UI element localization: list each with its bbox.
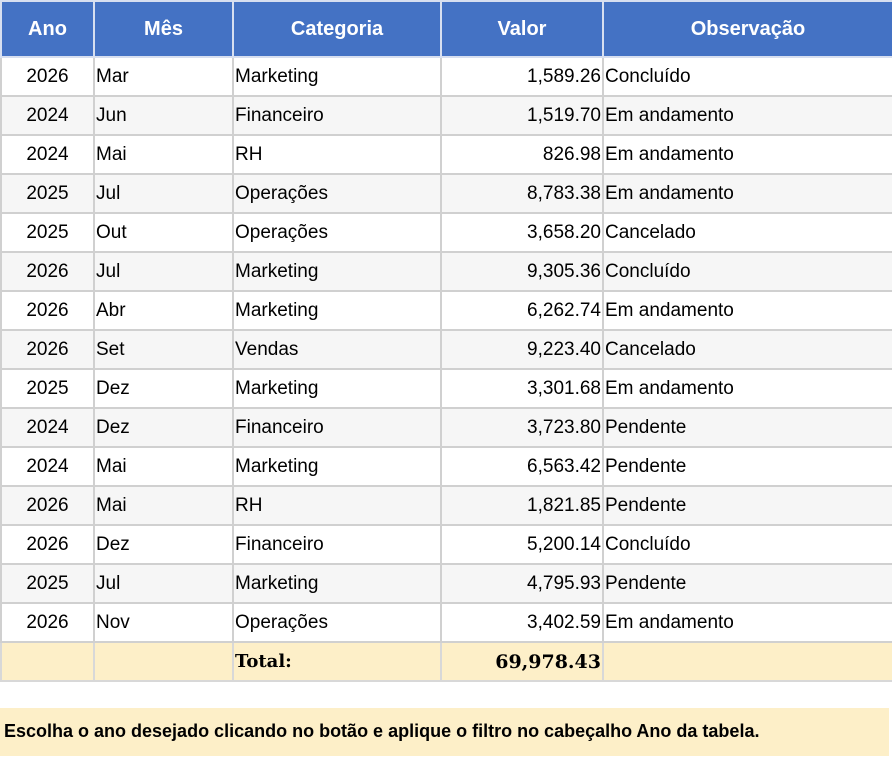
cell-ano[interactable]: 2026 bbox=[1, 525, 94, 564]
cell-mes[interactable]: Dez bbox=[94, 525, 233, 564]
instruction-note: Escolha o ano desejado clicando no botão e aplique o filtro no cabeçalho Ano da tabela. bbox=[0, 708, 889, 756]
cell-mes[interactable]: Mai bbox=[94, 447, 233, 486]
header-observacao[interactable]: Observação bbox=[603, 1, 892, 57]
cell-ano[interactable]: 2025 bbox=[1, 564, 94, 603]
cell-ano[interactable]: 2024 bbox=[1, 408, 94, 447]
cell-observacao[interactable]: Em andamento bbox=[603, 291, 892, 330]
table-row bbox=[1, 369, 892, 408]
cell-ano[interactable]: 2025 bbox=[1, 213, 94, 252]
cell-categoria[interactable]: RH bbox=[233, 486, 441, 525]
cell-categoria[interactable]: Vendas bbox=[233, 330, 441, 369]
cell-categoria[interactable]: Operações bbox=[233, 603, 441, 642]
table-row bbox=[1, 252, 892, 291]
total-value[interactable]: 69,978.43 bbox=[441, 642, 603, 681]
cell-mes[interactable]: Mar bbox=[94, 57, 233, 96]
cell-categoria[interactable]: Marketing bbox=[233, 291, 441, 330]
header-ano[interactable]: Ano bbox=[1, 1, 94, 57]
cell-categoria[interactable]: Financeiro bbox=[233, 408, 441, 447]
cell-ano[interactable]: 2024 bbox=[1, 447, 94, 486]
cell-categoria[interactable]: Marketing bbox=[233, 447, 441, 486]
cell-observacao[interactable]: Pendente bbox=[603, 564, 892, 603]
cell-valor[interactable]: 5,200.14 bbox=[441, 525, 603, 564]
cell-ano[interactable]: 2026 bbox=[1, 57, 94, 96]
cell-categoria[interactable]: Financeiro bbox=[233, 96, 441, 135]
cell-mes[interactable]: Out bbox=[94, 213, 233, 252]
cell-mes[interactable]: Jul bbox=[94, 174, 233, 213]
cell-categoria[interactable]: Marketing bbox=[233, 369, 441, 408]
cell-valor[interactable]: 3,301.68 bbox=[441, 369, 603, 408]
cell-valor[interactable]: 826.98 bbox=[441, 135, 603, 174]
cell-observacao[interactable]: Em andamento bbox=[603, 96, 892, 135]
cell-ano[interactable]: 2026 bbox=[1, 603, 94, 642]
table-row bbox=[1, 447, 892, 486]
cell-mes[interactable]: Jul bbox=[94, 252, 233, 291]
cell-mes[interactable]: Nov bbox=[94, 603, 233, 642]
total-label[interactable]: Total: bbox=[233, 642, 441, 681]
cell-ano[interactable]: 2026 bbox=[1, 330, 94, 369]
table-row bbox=[1, 564, 892, 603]
table-row bbox=[1, 486, 892, 525]
cell-observacao[interactable]: Pendente bbox=[603, 447, 892, 486]
cell-categoria[interactable]: Marketing bbox=[233, 57, 441, 96]
cell-ano[interactable]: 2024 bbox=[1, 135, 94, 174]
cell-mes[interactable]: Abr bbox=[94, 291, 233, 330]
header-row bbox=[1, 1, 892, 57]
cell-valor[interactable]: 3,723.80 bbox=[441, 408, 603, 447]
table-body bbox=[1, 57, 892, 642]
cell-valor[interactable]: 3,402.59 bbox=[441, 603, 603, 642]
table-row bbox=[1, 291, 892, 330]
cell-mes[interactable]: Mai bbox=[94, 486, 233, 525]
table-row bbox=[1, 525, 892, 564]
cell-valor[interactable]: 9,305.36 bbox=[441, 252, 603, 291]
cell-observacao[interactable]: Concluído bbox=[603, 57, 892, 96]
cell-categoria[interactable]: Operações bbox=[233, 213, 441, 252]
total-cell-obs[interactable] bbox=[603, 642, 892, 681]
cell-categoria[interactable]: RH bbox=[233, 135, 441, 174]
cell-valor[interactable]: 1,589.26 bbox=[441, 57, 603, 96]
cell-observacao[interactable]: Concluído bbox=[603, 252, 892, 291]
cell-ano[interactable]: 2026 bbox=[1, 486, 94, 525]
cell-mes[interactable]: Mai bbox=[94, 135, 233, 174]
cell-valor[interactable]: 9,223.40 bbox=[441, 330, 603, 369]
total-cell-ano[interactable] bbox=[1, 642, 94, 681]
table-row bbox=[1, 408, 892, 447]
cell-ano[interactable]: 2024 bbox=[1, 96, 94, 135]
table-row bbox=[1, 96, 892, 135]
cell-observacao[interactable]: Em andamento bbox=[603, 135, 892, 174]
cell-observacao[interactable]: Em andamento bbox=[603, 174, 892, 213]
cell-valor[interactable]: 6,262.74 bbox=[441, 291, 603, 330]
cell-categoria[interactable]: Marketing bbox=[233, 564, 441, 603]
header-categoria[interactable]: Categoria bbox=[233, 1, 441, 57]
cell-valor[interactable]: 3,658.20 bbox=[441, 213, 603, 252]
cell-categoria[interactable]: Operações bbox=[233, 174, 441, 213]
table-row bbox=[1, 213, 892, 252]
total-cell-mes[interactable] bbox=[94, 642, 233, 681]
cell-ano[interactable]: 2026 bbox=[1, 252, 94, 291]
cell-mes[interactable]: Set bbox=[94, 330, 233, 369]
cell-valor[interactable]: 4,795.93 bbox=[441, 564, 603, 603]
cell-ano[interactable]: 2025 bbox=[1, 174, 94, 213]
table-row bbox=[1, 330, 892, 369]
table-row bbox=[1, 57, 892, 96]
cell-valor[interactable]: 8,783.38 bbox=[441, 174, 603, 213]
cell-valor[interactable]: 6,563.42 bbox=[441, 447, 603, 486]
cell-observacao[interactable]: Pendente bbox=[603, 408, 892, 447]
header-mes[interactable]: Mês bbox=[94, 1, 233, 57]
header-valor[interactable]: Valor bbox=[441, 1, 603, 57]
cell-observacao[interactable]: Pendente bbox=[603, 486, 892, 525]
table-row bbox=[1, 174, 892, 213]
total-row bbox=[1, 642, 892, 681]
cell-categoria[interactable]: Marketing bbox=[233, 252, 441, 291]
cell-observacao[interactable]: Concluído bbox=[603, 525, 892, 564]
cell-valor[interactable]: 1,821.85 bbox=[441, 486, 603, 525]
cell-observacao[interactable]: Em andamento bbox=[603, 369, 892, 408]
cell-ano[interactable]: 2026 bbox=[1, 291, 94, 330]
cell-mes[interactable]: Dez bbox=[94, 369, 233, 408]
cell-mes[interactable]: Jul bbox=[94, 564, 233, 603]
cell-observacao[interactable]: Cancelado bbox=[603, 330, 892, 369]
table-row bbox=[1, 603, 892, 642]
cell-observacao[interactable]: Cancelado bbox=[603, 213, 892, 252]
cell-ano[interactable]: 2025 bbox=[1, 369, 94, 408]
cell-mes[interactable]: Dez bbox=[94, 408, 233, 447]
table-row bbox=[1, 135, 892, 174]
cell-mes[interactable]: Jun bbox=[94, 96, 233, 135]
cell-valor[interactable]: 1,519.70 bbox=[441, 96, 603, 135]
cell-categoria[interactable]: Financeiro bbox=[233, 525, 441, 564]
cell-observacao[interactable]: Em andamento bbox=[603, 603, 892, 642]
